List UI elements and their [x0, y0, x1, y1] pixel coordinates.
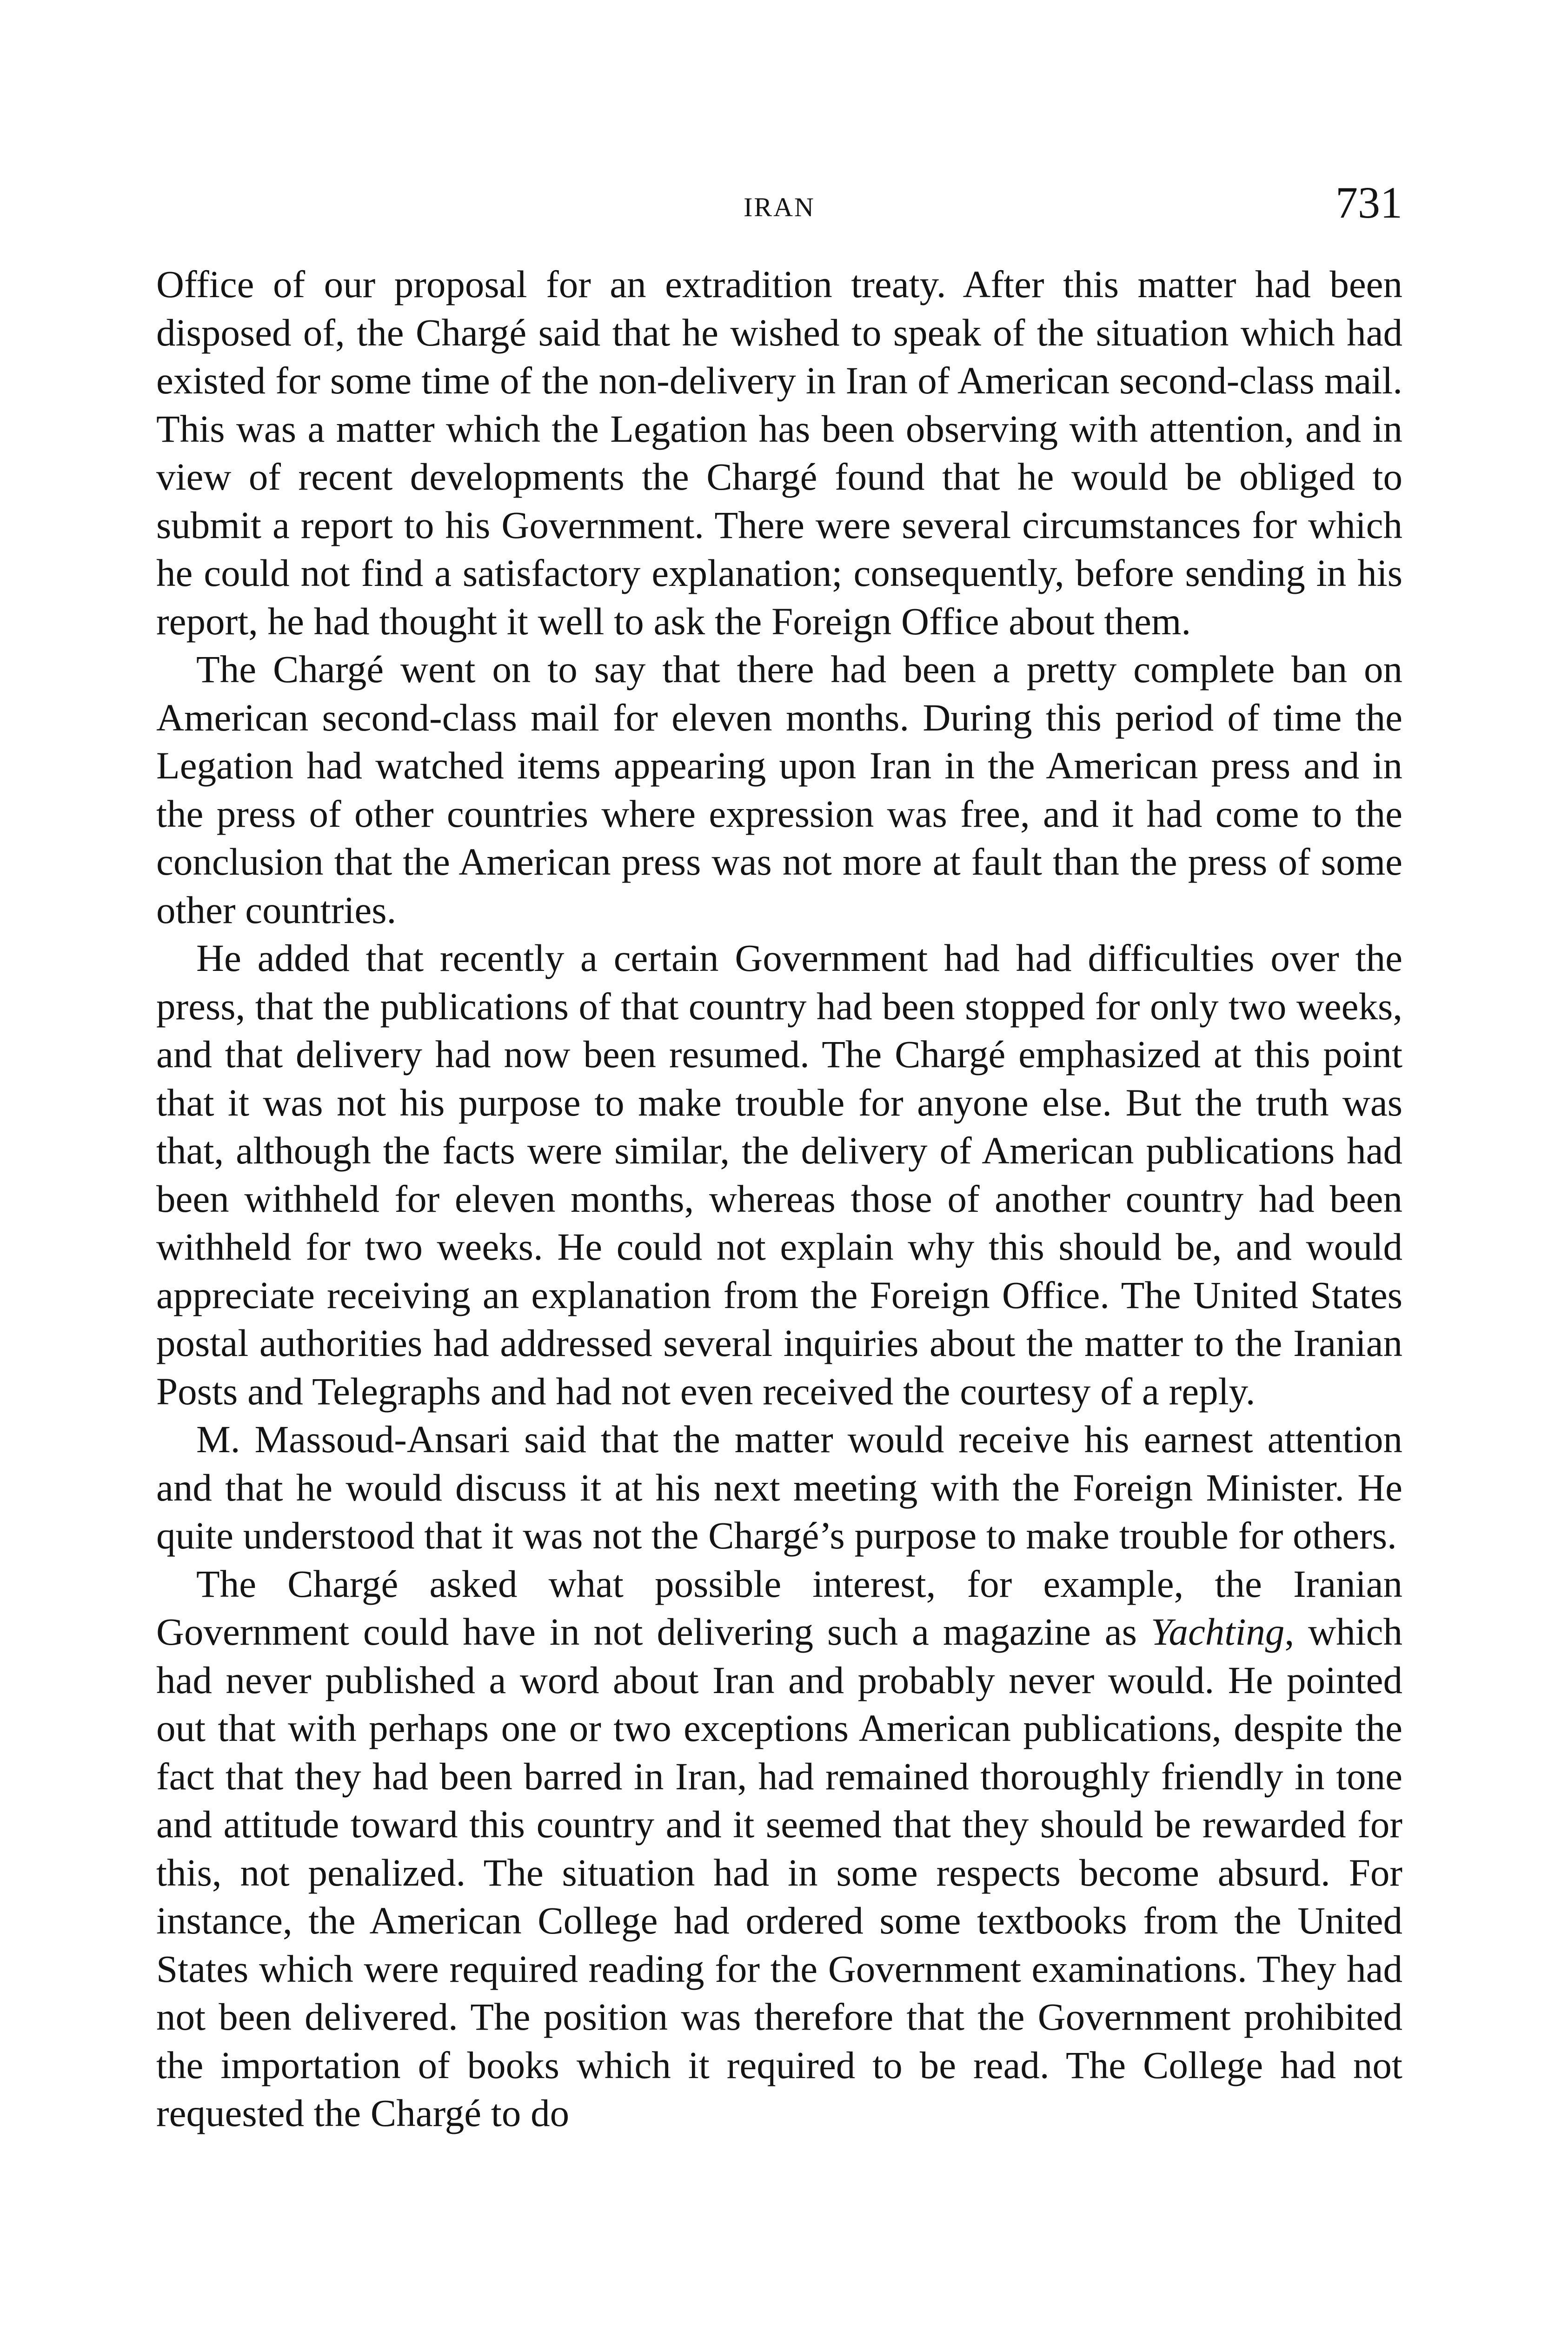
- paragraph-massoud-ansari: M. Massoud-Ansari said that the matter would receive his earnest attention and that he would discuss it at his next meeting with the Foreign Minister. He quite understood that it was not the Chargé’s purpose to make trouble for others.: [156, 1418, 1402, 1557]
- page-number: 731: [1335, 178, 1402, 227]
- running-head: [156, 175, 1402, 231]
- section-title: IRAN: [744, 192, 815, 222]
- paragraph-charge-ban: The Chargé went on to say that there had been a pretty complete ban on American second-class mail for eleven months. During this period of time the Legation had watched items appearing upon Iran in the American press and in the press of other countries where expression was free, and it had come to the conclusion that the American press was not more at fault than the press of some other countries.: [156, 648, 1402, 931]
- paragraph-text-after: , which had never published a word about Iran and probably never would. He pointed out that with perhaps one or two exceptions American publications, despite the fact that they had been barred in Iran, had remained thoroughly friendly in tone and attitude toward this country and it seemed that they should be rewarded for this, not penalized. The situation had in some respects become absurd. For instance, the American College had ordered some textbooks from the United States which were required reading for the Government examinations. They had not been delivered. The position was therefore that the Government prohibited the importation of books which it required to be read. The College had not requested the Chargé to do: [156, 1610, 1403, 2134]
- magazine-title: Yachting: [1150, 1610, 1285, 1653]
- paragraph-other-government: He added that recently a certain Government had had difficulties over the press, that the publications of that country had been stopped for only two weeks, and that delivery had now been resumed. The Chargé emphasized at this point that it was not his purpose to make trouble for anyone else. But the truth was that, although the facts were similar, the delivery of American publications had been withheld for eleven months, whereas those of another country had been withheld for two weeks. He could not explain why this should be, and would appreciate receiving an explanation from the Foreign Office. The United States postal authorities had addressed several inquiries about the matter to the Iranian Posts and Telegraphs and had not even received the courtesy of a reply.: [156, 937, 1402, 1413]
- paragraph-text-before: The Chargé asked what possible interest, for example, the Iranian Government could have in not delivering such a magazine as: [156, 1562, 1402, 1653]
- paragraph-continued: Office of our proposal for an extradition treaty. After this matter had been disposed of, the Chargé said that he wished to speak of the situation which had existed for some time of the non-delivery in Iran of American second-class mail. This was a matter which the Legation has been observing with attention, and in view of recent developments the Chargé found that he would be obliged to submit a report to his Government. There were several circumstances for which he could not find a satisfactory explanation; consequently, before sending in his report, he had thought it well to ask the Foreign Office about them.: [156, 263, 1402, 643]
- body-text: [156, 260, 1402, 2138]
- paragraph-yachting: [156, 1560, 1402, 2138]
